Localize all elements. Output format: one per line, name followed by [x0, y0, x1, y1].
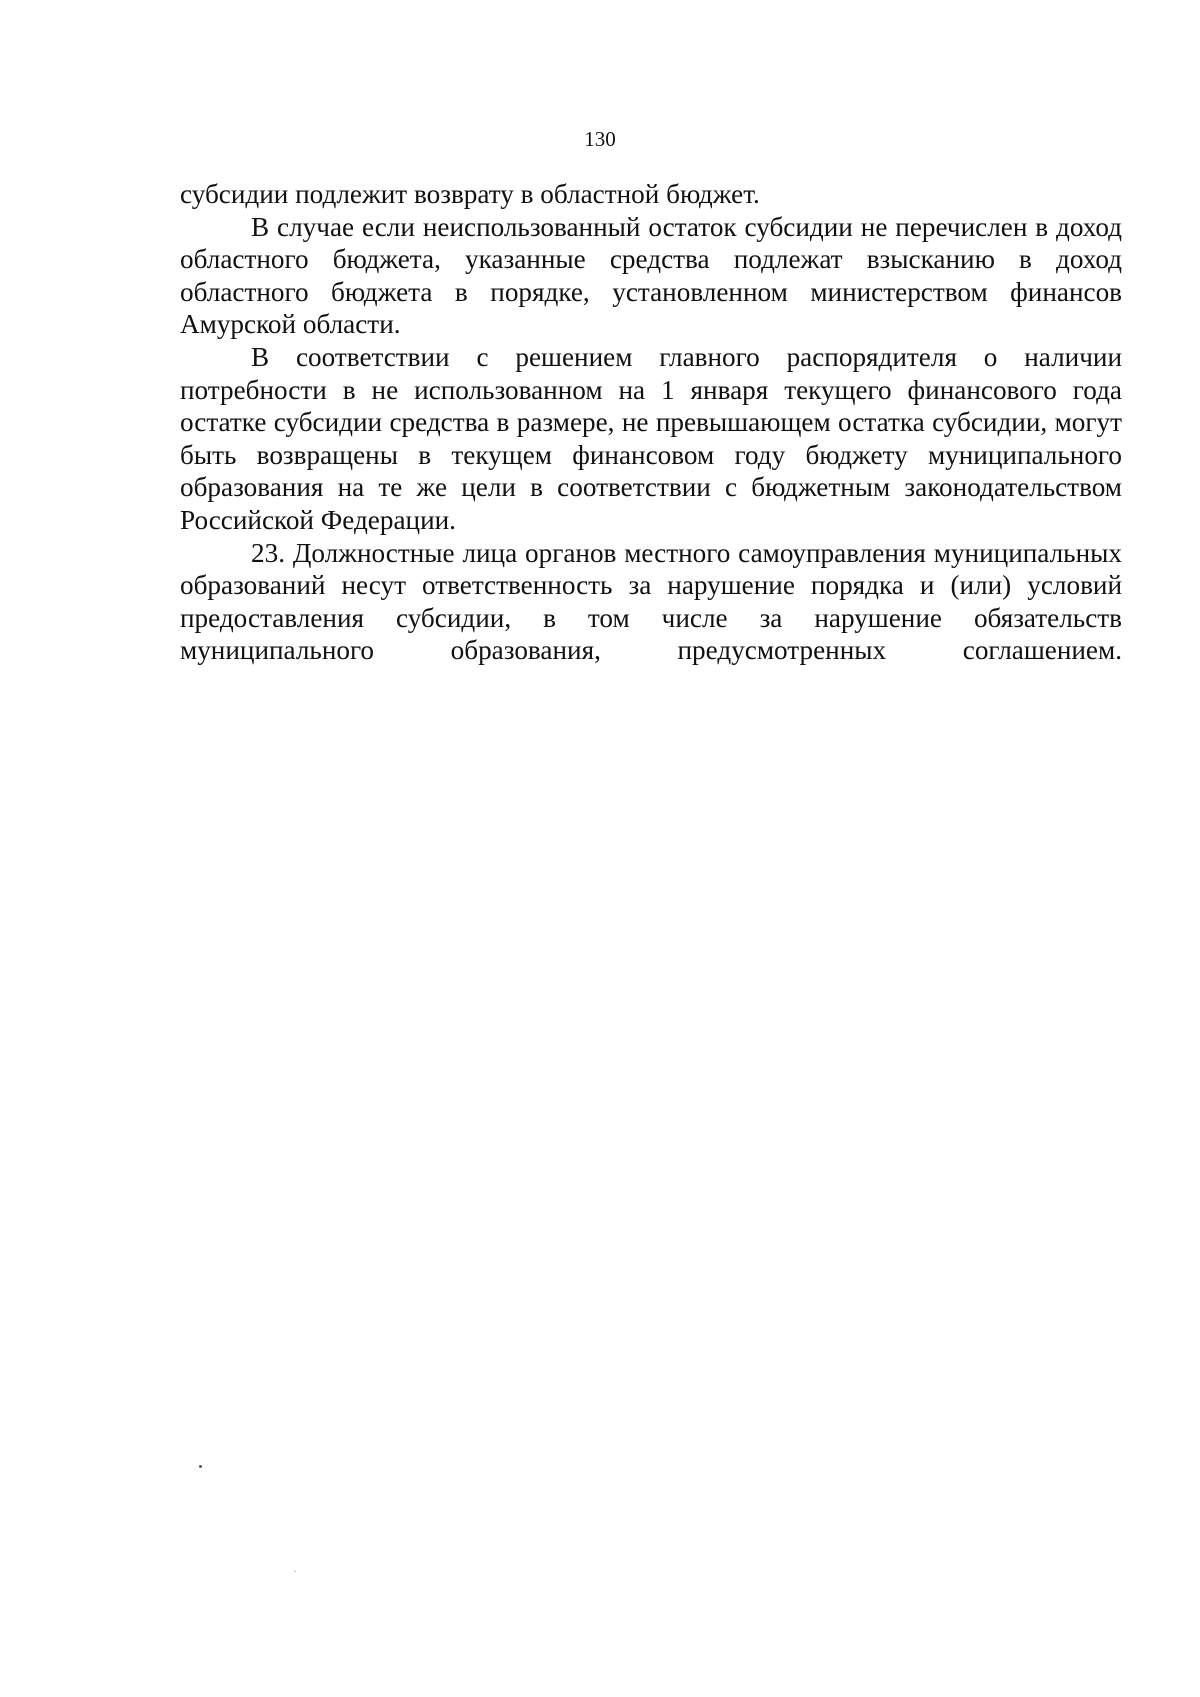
paragraph-item-23-responsibility: 23. Должностные лица органов местного самоуправления муниципальных образований несут ответственность за нарушение порядка и (или) условий предоставления субсидии, в том числе за нарушение обязательств муниципального образования, предусмотренных соглашением. — [180, 537, 1122, 666]
scan-artifact-mark — [294, 1571, 296, 1572]
paragraph-unused-balance: В случае если неиспользованный остаток субсидии не перечислен в доход областного бюджета, указанные средства подлежат взысканию в доход областного бюджета в порядке, установленном министерством финансов Амурской области. — [180, 211, 1122, 340]
document-body — [180, 178, 1122, 667]
scan-artifact-dot — [199, 1465, 202, 1468]
paragraph-balance-return: В соответствии с решением главного распорядителя о наличии потребности в не использованном на 1 января текущего финансового года остатке субсидии средства в размере, не превышающем остатка субсидии, могут быть возвращены в текущем финансовом году бюджету муниципального образования на те же цели в соответствии с бюджетным законодательством Российской Федерации. — [180, 341, 1122, 535]
paragraph-continuation: субсидии подлежит возврату в областной бюджет. — [180, 179, 760, 209]
page-number: 130 — [584, 127, 616, 151]
